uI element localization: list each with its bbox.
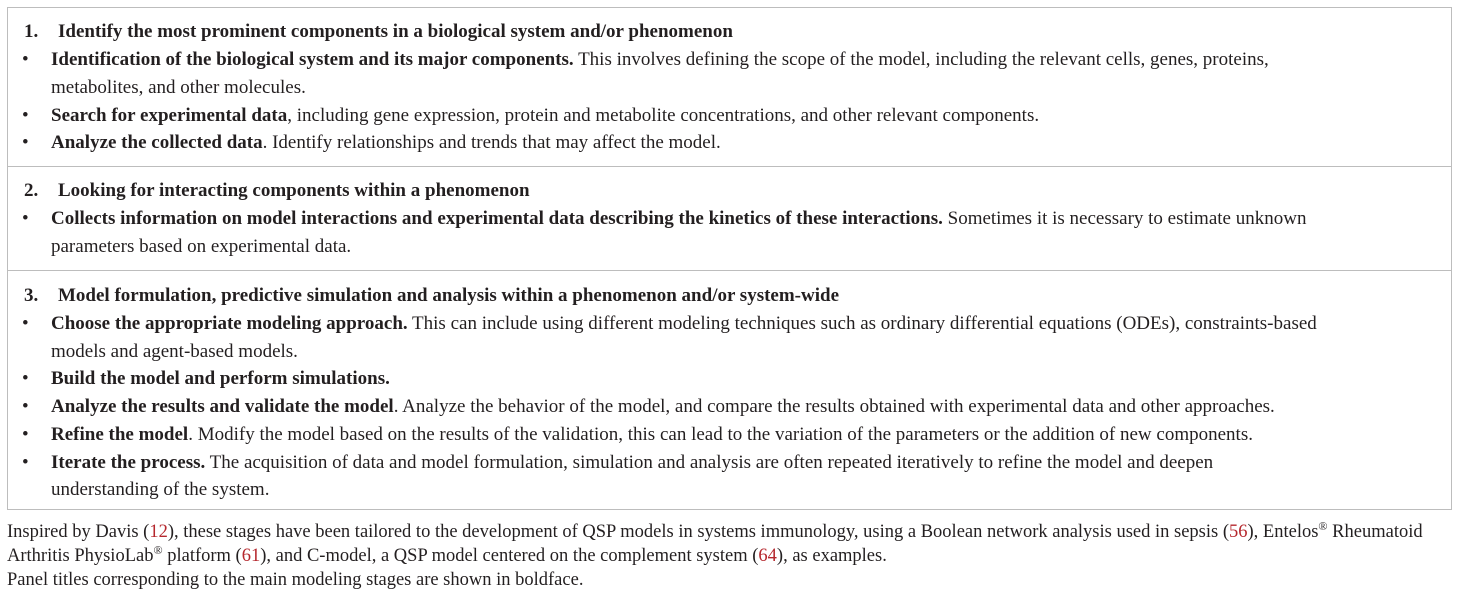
footnote-line: Panel titles corresponding to the main modeling stages are shown in boldface. bbox=[7, 570, 584, 590]
stage-title: 3. Model formulation, predictive simulation and analysis within a phenomenon and/or system-wide bbox=[24, 285, 840, 306]
footnote-line: Inspired by Davis (12), these stages have been tailored to the development of QSP models in systems immunology, using a Boolean network analysis used in sepsis (56), Entelos® Rheumatoid bbox=[7, 519, 1423, 542]
stage-title: 1. Identify the most prominent components in a biological system and/or phenomenon bbox=[24, 21, 733, 42]
list-item: • Search for experimental data, including gene expression, protein and metabolite concentrations, and other relevant components. bbox=[22, 105, 1040, 126]
list-item-continuation: models and agent-based models. bbox=[51, 341, 298, 362]
list-item: • Build the model and perform simulations. bbox=[22, 368, 390, 389]
list-item: • Analyze the collected data. Identify relationships and trends that may affect the model. bbox=[22, 132, 721, 153]
list-item: • Refine the model. Modify the model based on the results of the validation, this can lead to the variation of the parameters or the addition of new components. bbox=[22, 424, 1253, 445]
stage-panel-2 bbox=[8, 166, 1451, 271]
list-item: • Choose the appropriate modeling approach. This can include using different modeling techniques such as ordinary differential equations (ODEs), constraints-based bbox=[22, 313, 1317, 334]
list-item: • Collects information on model interactions and experimental data describing the kinetics of these interactions. Sometimes it is necessary to estimate unknown bbox=[22, 208, 1307, 229]
reference-link[interactable]: 64 bbox=[758, 546, 777, 566]
stage-title: 2. Looking for interacting components within a phenomenon bbox=[24, 180, 530, 201]
stage-panel-3 bbox=[8, 270, 1451, 511]
table-footnote bbox=[7, 520, 1457, 592]
reference-link[interactable]: 61 bbox=[241, 546, 261, 566]
stage-number: 1. bbox=[24, 21, 39, 42]
list-item-continuation: understanding of the system. bbox=[51, 479, 270, 500]
list-item-continuation: parameters based on experimental data. bbox=[51, 236, 352, 257]
modeling-stages-table bbox=[7, 7, 1452, 510]
list-item: • Iterate the process. The acquisition of data and model formulation, simulation and analysis are often repeated iteratively to refine the model and deepen bbox=[22, 452, 1214, 473]
footnote-line: Arthritis PhysioLab® platform (61), and C-model, a QSP model centered on the complement system (64), as examples. bbox=[7, 543, 887, 566]
registered-mark: ® bbox=[153, 543, 163, 557]
stage-number: 2. bbox=[24, 180, 39, 201]
registered-mark: ® bbox=[1318, 519, 1328, 533]
list-item: • Analyze the results and validate the model. Analyze the behavior of the model, and compare the results obtained with experimental data and other approaches. bbox=[22, 396, 1275, 417]
list-item-continuation: metabolites, and other molecules. bbox=[51, 77, 306, 98]
reference-link[interactable]: 56 bbox=[1229, 522, 1248, 542]
stage-panel-1 bbox=[8, 8, 1451, 166]
list-item: • Identification of the biological system and its major components. This involves defining the scope of the model, including the relevant cells, genes, proteins, bbox=[22, 49, 1269, 70]
reference-link[interactable]: 12 bbox=[149, 522, 168, 542]
stage-number: 3. bbox=[24, 285, 39, 306]
